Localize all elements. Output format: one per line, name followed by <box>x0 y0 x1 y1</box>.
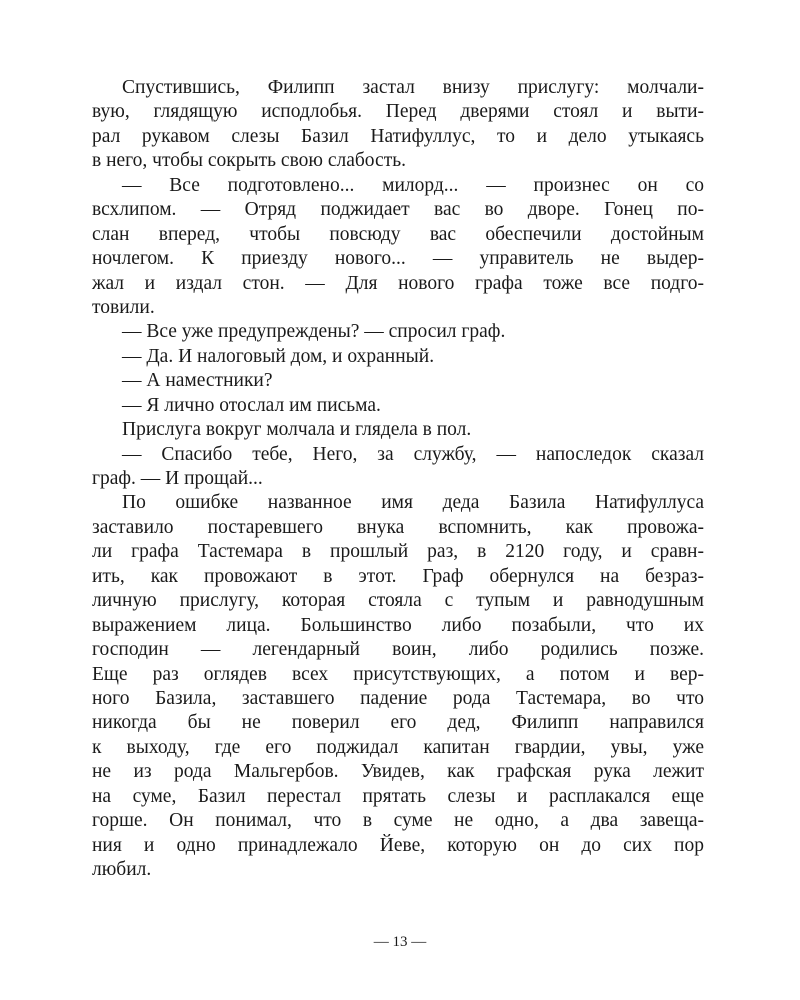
text-line: ли графа Тастемара в прошлый раз, в 2120 году, и сравн- <box>92 541 704 563</box>
text-line: выражением лица. Большинство либо позабыли, что их <box>92 614 704 636</box>
text-line: граф. — И прощай... <box>92 468 263 489</box>
text-line: любил. <box>92 859 152 880</box>
text-line: ночлегом. К приезду нового... — управитель не выдер- <box>92 248 704 270</box>
page-text <box>92 76 704 882</box>
text-line: ного Базила, заставшего падение рода Тастемара, во что <box>92 687 704 709</box>
text-line: всхлипом. — Отряд поджидает вас во дворе. Гонец по- <box>92 199 704 221</box>
text-line: никогда бы не поверил его дед, Филипп направился <box>92 712 704 734</box>
text-line: слан вперед, чтобы повсюду вас обеспечили достойным <box>92 223 704 245</box>
text-line: Прислуга вокруг молчала и глядела в пол. <box>122 419 472 441</box>
text-line: горше. Он понимал, что в суме не одно, а два завеща- <box>92 810 704 832</box>
text-line: ить, как провожают в этот. Граф обернулся на безраз- <box>92 565 704 587</box>
text-line: рал рукавом слезы Базил Натифуллус, то и дело утыкаясь <box>92 125 704 147</box>
text-line: По ошибке названное имя деда Базила Натифуллуса <box>122 492 704 514</box>
text-line: — Все подготовлено... милорд... — произнес он со <box>122 174 704 196</box>
text-line: заставило постаревшего внука вспомнить, как провожа- <box>92 516 704 538</box>
text-line: ния и одно принадлежало Йеве, которую он до сих пор <box>92 834 704 856</box>
text-line: господин — легендарный воин, либо родились позже. <box>92 639 704 661</box>
text-line: личную прислугу, которая стояла с тупым и равнодушным <box>92 590 704 612</box>
text-line: — Я лично отослал им письма. <box>122 394 381 416</box>
text-line: — А наместники? <box>122 370 273 392</box>
text-line: жал и издал стон. — Для нового графа тоже все подго- <box>92 272 704 294</box>
page-number: — 13 — <box>373 934 427 950</box>
text-line: вую, глядящую исподлобья. Перед дверями стоял и выти- <box>92 101 704 123</box>
text-line: к выходу, где его поджидал капитан гвардии, увы, уже <box>92 736 704 758</box>
text-line: не из рода Мальгербов. Увидев, как графская рука лежит <box>92 761 704 783</box>
text-line: — Все уже предупреждены? — спросил граф. <box>122 321 506 343</box>
text-line: на суме, Базил перестал прятать слезы и расплакался еще <box>92 785 704 807</box>
text-line: — Спасибо тебе, Него, за службу, — напоследок сказал <box>122 443 704 465</box>
text-line: товили. <box>92 296 155 318</box>
text-line: в него, чтобы сокрыть свою слабость. <box>92 150 406 172</box>
text-line: Еще раз оглядев всех присутствующих, а потом и вер- <box>92 663 704 685</box>
text-line: Спустившись, Филипп застал внизу прислугу: молчали- <box>122 77 704 98</box>
text-line: — Да. И налоговый дом, и охранный. <box>122 345 435 367</box>
